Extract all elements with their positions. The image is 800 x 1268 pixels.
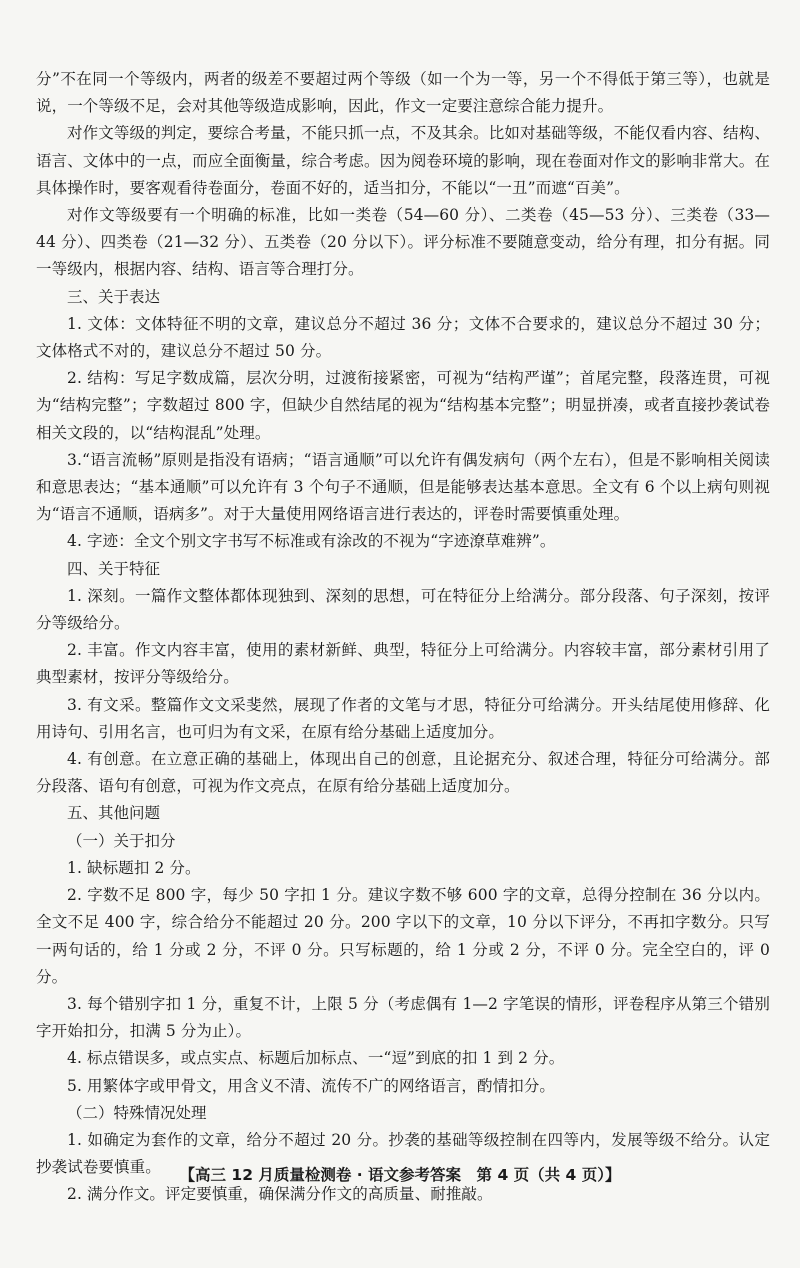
page-footer: 【高三 12 月质量检测卷 · 语文参考答案 第 4 页（共 4 页）】 <box>179 1166 621 1184</box>
paragraph-1: 分”不在同一个等级内，两者的级差不要超过两个等级（如一个为一等，另一个不得低于第三等），也就是说，一个等级不足，会对其他等级造成影响，因此，作文一定要注意综合能力提升。 <box>36 70 770 116</box>
paragraph-missing-title: 1. 缺标题扣 2 分。 <box>67 858 201 877</box>
paragraph-full-score: 2. 满分作文。评定要慎重，确保满分作文的高质量、耐推敲。 <box>67 1185 493 1204</box>
subsection-heading-special-cases: （二）特殊情况处理 <box>67 1103 207 1122</box>
paragraph-2: 对作文等级的判定，要综合考量，不能只抓一点，不及其余。比如对基础等级，不能仅看内容、结构、语言、文体中的一点，而应全面衡量，综合考虑。因为阅卷环境的影响，现在卷面对作文的影响非常大。在具体操作时，要客观看待卷面分，卷面不好的，适当扣分，不能以“一丑”而遮“百美”。 <box>36 124 770 197</box>
paragraph-typos: 3. 每个错别字扣 1 分，重复不计，上限 5 分（考虑偶有 1—2 字笔误的情形，评卷程序从第三个错别字开始扣分，扣满 5 分为止）。 <box>36 994 770 1041</box>
paragraph-plagiarism: 1. 如确定为套作的文章，给分不超过 20 分。抄袭的基础等级控制在四等内，发展等级不给分。认定抄袭试卷要慎重。 <box>36 1130 770 1177</box>
section-heading-features: 四、关于特征 <box>67 559 161 578</box>
paragraph-handwriting: 4. 字迹：全文个别文字书写不标准或有涂改的不视为“字迹潦草难辨”。 <box>67 532 556 551</box>
section-heading-other: 五、其他问题 <box>67 804 161 823</box>
section-heading-expression: 三、关于表达 <box>67 287 161 306</box>
paragraph-language: 3.“语言流畅”原则是指没有语病；“语言通顺”可以允许有偶发病句（两个左右），但是不影响相关阅读和意思表达；“基本通顺”可以允许有 3 个句子不通顺，但是能够表达基本意思。全文有 6 个以上病句则视为“语言不通顺，语病多”。对于大量使用网络语言进行表达的，评卷时需要慎重处理。 <box>36 450 770 524</box>
paragraph-depth: 1. 深刻。一篇作文整体都体现独到、深刻的思想，可在特征分上给满分。部分段落、句子深刻，按评分等级给分。 <box>36 586 770 633</box>
paragraph-literary-grace: 3. 有文采。整篇作文文采斐然，展现了作者的文笔与才思，特征分可给满分。开头结尾使用修辞、化用诗句、引用名言，也可归为有文采，在原有给分基础上适度加分。 <box>36 695 770 741</box>
paragraph-style: 1. 文体：文体特征不明的文章，建议总分不超过 36 分；文体不合要求的，建议总分不超过 30 分；文体格式不对的，建议总分不超过 50 分。 <box>36 314 770 361</box>
paragraph-3: 对作文等级要有一个明确的标准，比如一类卷（54—60 分）、二类卷（45—53 分）、三类卷（33—44 分）、四类卷（21—32 分）、五类卷（20 分以下）。评分标准不要随意变动，给分有理，扣分有据。同一等级内，根据内容、结构、语言等合理打分。 <box>36 206 770 279</box>
paragraph-structure: 2. 结构：写足字数成篇，层次分明，过渡衔接紧密，可视为“结构严谨”；首尾完整，段落连贯，可视为“结构完整”；字数超过 800 字，但缺少自然结尾的视为“结构基本完整”；明显拼凑，或者直接抄袭试卷相关文段的，以“结构混乱”处理。 <box>36 369 770 442</box>
document-body <box>36 66 770 1209</box>
subsection-heading-deductions: （一）关于扣分 <box>67 831 176 850</box>
paragraph-traditional-chars: 5. 用繁体字或甲骨文，用含义不清、流传不广的网络语言，酌情扣分。 <box>67 1076 556 1095</box>
paragraph-punctuation: 4. 标点错误多，或点实点、标题后加标点、一“逗”到底的扣 1 到 2 分。 <box>67 1049 565 1068</box>
paragraph-creativity: 4. 有创意。在立意正确的基础上，体现出自己的创意，且论据充分、叙述合理，特征分可给满分。部分段落、语句有创意，可视为作文亮点，在原有给分基础上适度加分。 <box>36 750 770 796</box>
paragraph-richness: 2. 丰富。作文内容丰富，使用的素材新鲜、典型，特征分上可给满分。内容较丰富，部分素材引用了典型素材，按评分等级给分。 <box>36 641 770 687</box>
paragraph-word-count: 2. 字数不足 800 字，每少 50 字扣 1 分。建议字数不够 600 字的文章，总得分控制在 36 分以内。全文不足 400 字，综合给分不能超过 20 分。200 字以下的文章，10 分以下评分，不再扣字数分。只写一两句话的，给 1 分或 2 分，不评 0 分。只写标题的，给 1 分或 2 分，不评 0 分。完全空白的，评 0 分。 <box>36 886 770 986</box>
